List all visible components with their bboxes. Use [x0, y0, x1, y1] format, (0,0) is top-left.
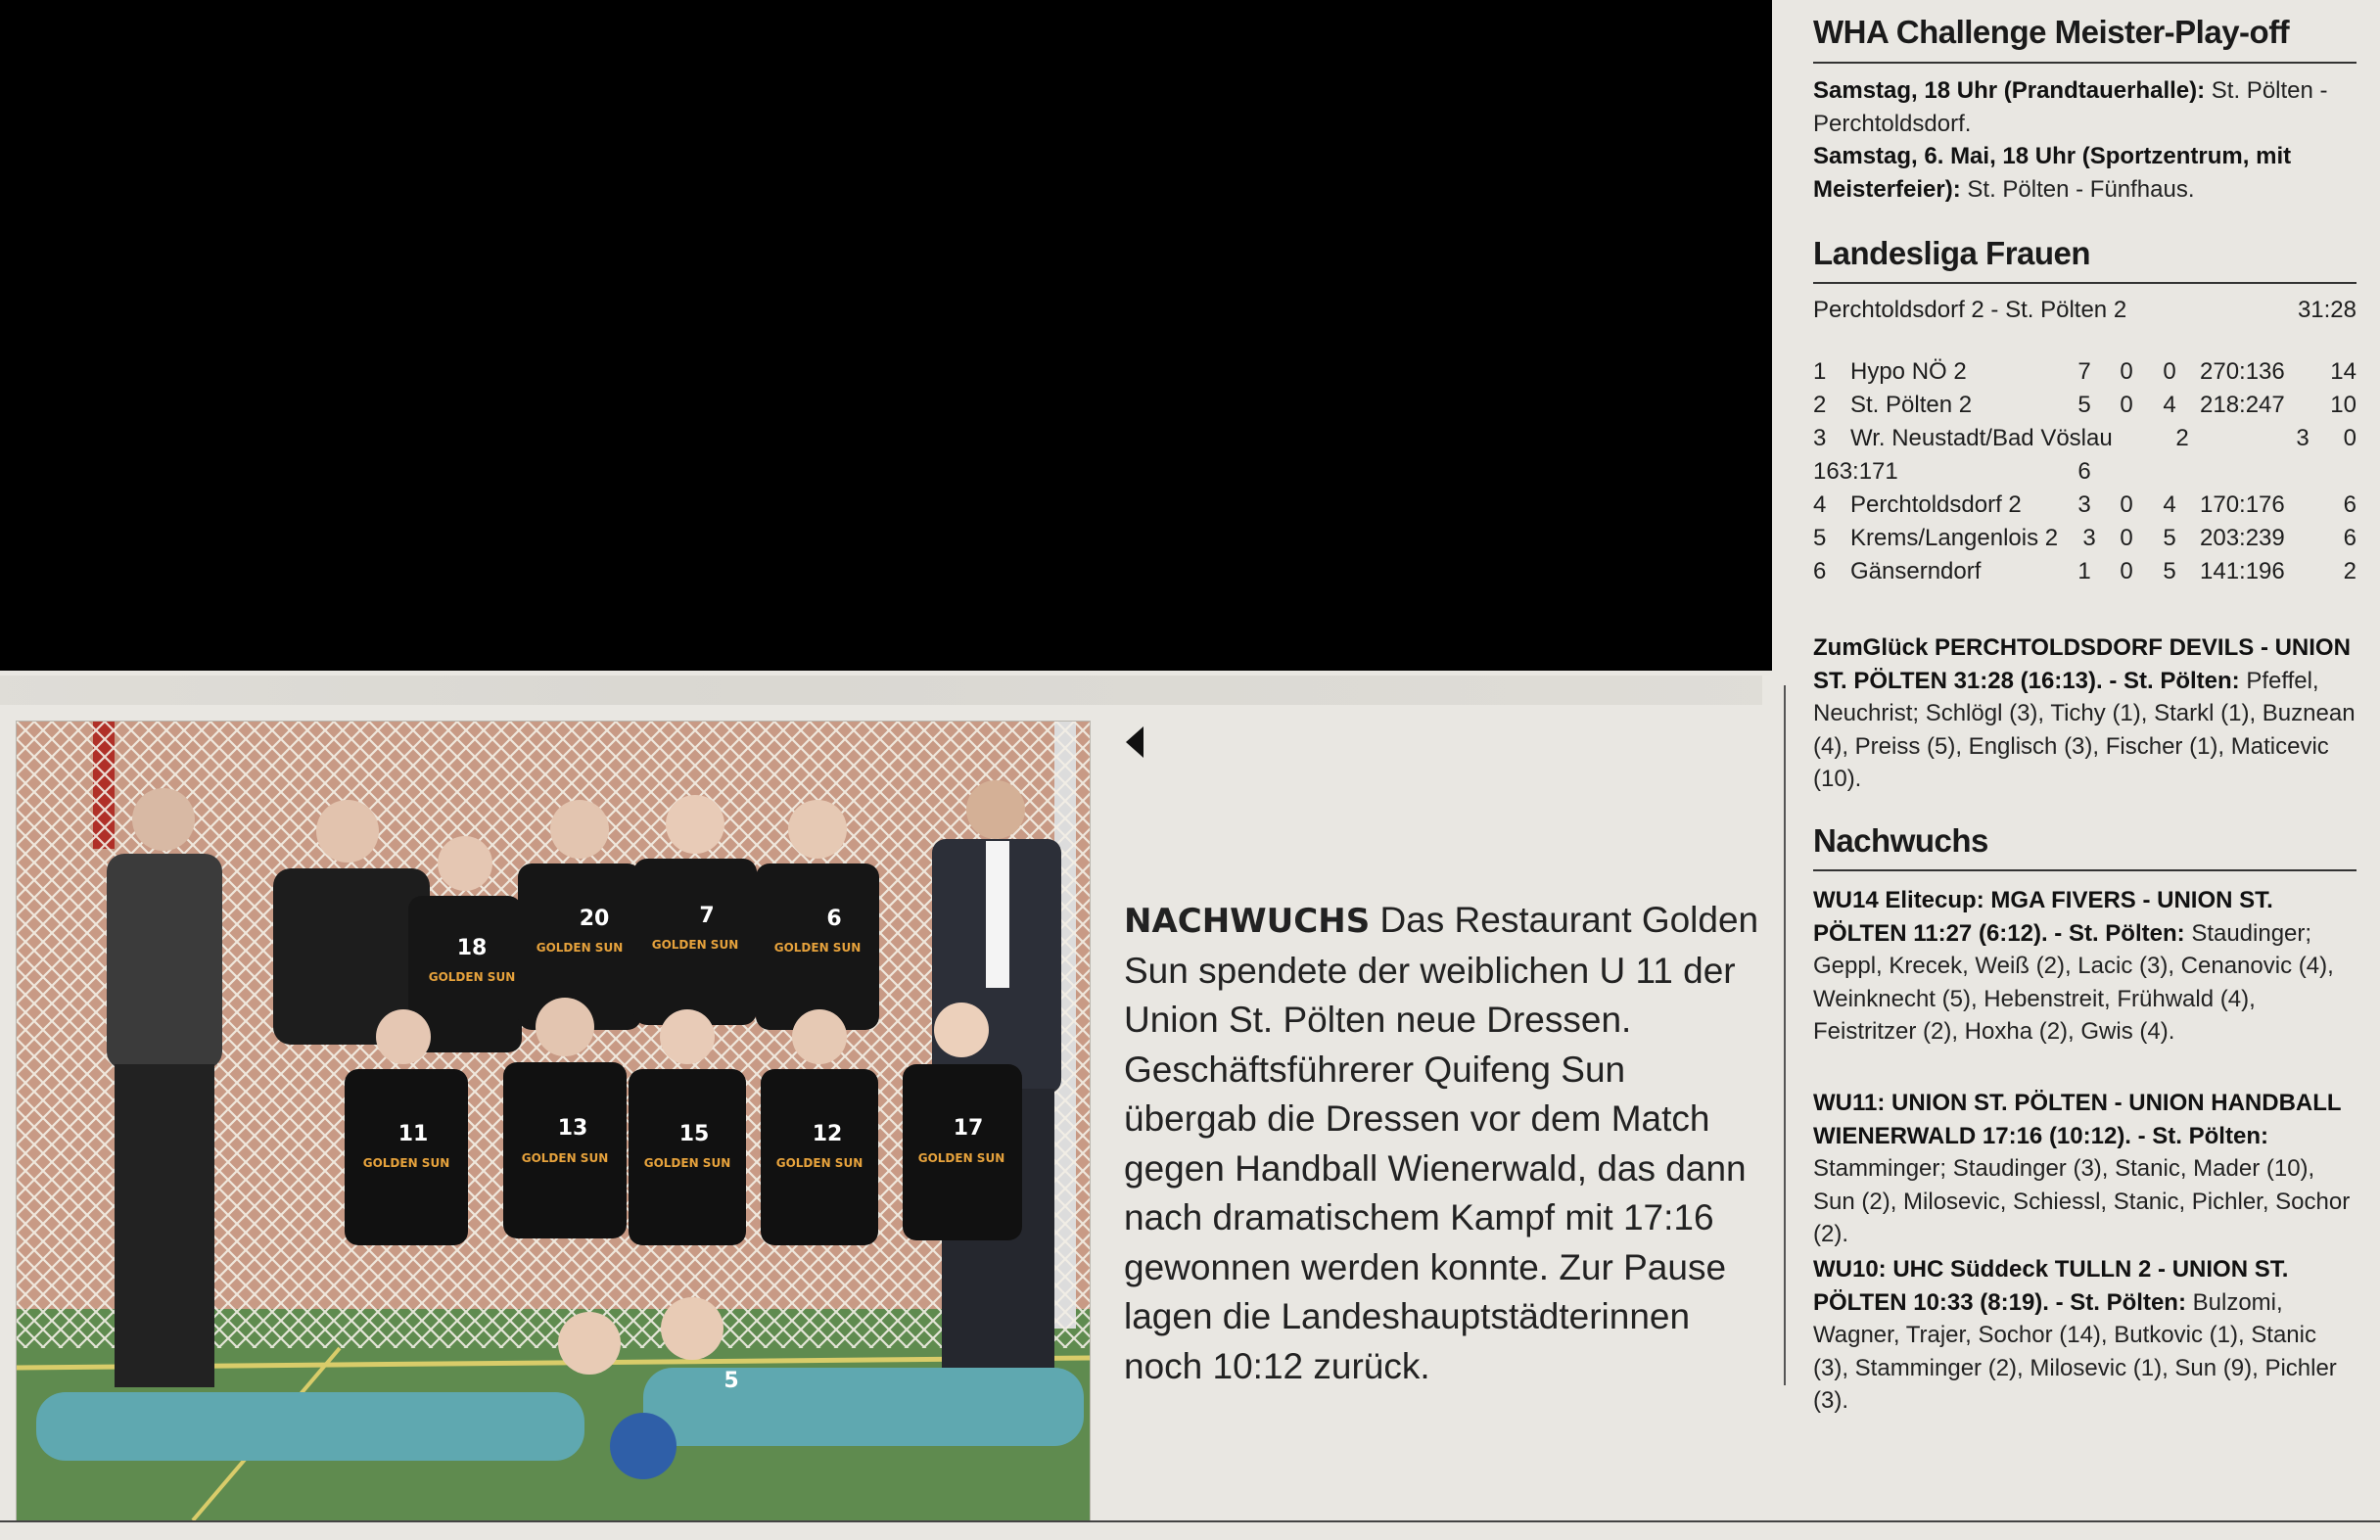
report-head: WU10: UHC Süddeck TULLN 2 - UNION ST. PÖLTEN 10:33 (8:19). - St. Pölten:	[1813, 1256, 2289, 1316]
points: 6	[2077, 458, 2091, 485]
jersey-number: 7	[699, 904, 715, 928]
jersey-number: 5	[723, 1369, 739, 1393]
shirt-print: GOLDEN SUN	[917, 1151, 1005, 1165]
nachwuchs-report-1	[1813, 884, 2357, 1049]
column-divider	[1784, 685, 1786, 1385]
goals: 141:196	[2200, 558, 2285, 584]
draws: 0	[2120, 525, 2133, 551]
team: Krems/Langenlois 2	[1850, 525, 2059, 551]
goals: 218:247	[2200, 392, 2285, 418]
caption-text: Das Restaurant Golden Sun spendete der weiblichen U 11 der Union St. Pölten neue Dressen. Geschäftsführerer Quifeng Sun übergab die Dressen vor dem Match gegen Handball Wienerwald, das dann nach dramatischem Kampf mit 17:16 gewonnen werden konnte. Zur Pause lagen die Landeshauptstädterinnen noch 10:12 zurück.	[1124, 900, 1759, 1386]
wha-game1-match: St. Pölten - Perchtoldsdorf.	[1813, 77, 2328, 137]
team: Gänserndorf	[1850, 558, 1982, 584]
goals: 270:136	[2200, 358, 2285, 385]
team: Hypo NÖ 2	[1850, 358, 1967, 385]
shirt-print: GOLDEN SUN	[643, 1156, 731, 1170]
losses: 3	[2296, 425, 2310, 451]
losses: 5	[2163, 525, 2176, 551]
nachwuchs-report-2	[1813, 1087, 2357, 1251]
shirt-print: GOLDEN SUN	[775, 1156, 863, 1170]
report-body: Staudinger; Geppl, Krecek, Weiß (2), Lacic (3), Cenanovic (4), Weinknecht (5), Hebenstreit, Frühwald (4), Feistritzer (2), Hoxha (2), Gwis (4).	[1813, 919, 2334, 1045]
standings-table	[1813, 358, 2357, 591]
redacted-area	[0, 0, 1772, 671]
shirt-print: GOLDEN SUN	[521, 1151, 609, 1165]
rank: 2	[1813, 392, 1827, 418]
report-head: ZumGlück PERCHTOLDSDORF DEVILS - UNION ST. PÖLTEN 31:28 (16:13). - St. Pölten:	[1813, 634, 2351, 694]
wha-game1-when: Samstag, 18 Uhr (Prandtauerhalle):	[1813, 77, 2206, 104]
rank: 1	[1813, 358, 1827, 385]
points: 0	[2343, 425, 2357, 451]
table-row	[1813, 392, 2357, 425]
jersey-number: 18	[456, 936, 488, 960]
team: St. Pölten 2	[1850, 392, 1973, 418]
team-photo-illustration	[17, 722, 1090, 1520]
points: 10	[2330, 392, 2357, 418]
points: 2	[2343, 558, 2357, 584]
jersey-number: 11	[397, 1122, 429, 1146]
report-head: WU11: UNION ST. PÖLTEN - UNION HANDBALL WIENERWALD 17:16 (10:12). - St. Pölten:	[1813, 1090, 2342, 1149]
table-row	[1813, 425, 2357, 458]
report-body: Bulzomi, Wagner, Trajer, Sochor (14), Butkovic (1), Stanic (3), Stamminger (2), Milosevic (1), Sun (9), Pichler (3).	[1813, 1288, 2337, 1414]
table-row	[1813, 358, 2357, 392]
shirt-print: GOLDEN SUN	[536, 941, 624, 955]
wins: 7	[2077, 358, 2091, 385]
wha-title: WHA Challenge Meister-Play-off	[1813, 14, 2290, 50]
losses: 4	[2163, 491, 2176, 518]
result-match: Perchtoldsdorf 2 - St. Pölten 2	[1813, 297, 2127, 323]
wins: 3	[2082, 525, 2096, 551]
wha-game2-when: Samstag, 6. Mai, 18 Uhr (Sportzentrum, mit Meisterfeier):	[1813, 143, 2292, 203]
jersey-number: 12	[812, 1122, 843, 1146]
handball	[610, 1413, 677, 1479]
nachwuchs-report-3	[1813, 1253, 2357, 1418]
points: 14	[2330, 358, 2357, 385]
wha-game2-match: St. Pölten - Fünfhaus.	[1967, 175, 2195, 203]
draws: 0	[2120, 358, 2133, 385]
table-row	[1813, 491, 2357, 525]
losses: 0	[2163, 358, 2176, 385]
landesliga-result	[1813, 297, 2357, 324]
shirt-print: GOLDEN SUN	[773, 941, 862, 955]
report-head: WU14 Elitecup: MGA FIVERS - UNION ST. PÖLTEN 11:27 (6:12). - St. Pölten:	[1813, 887, 2273, 947]
rank: 5	[1813, 525, 1827, 551]
report-body: Pfeffel, Neuchrist; Schlögl (3), Tichy (1), Starkl (1), Buznean (4), Preiss (5), Englisch (3), Fischer (1), Maticevic (10).	[1813, 667, 2356, 792]
wins: 2	[2175, 425, 2189, 451]
result-score: 31:28	[2297, 297, 2357, 323]
draws: 0	[2120, 558, 2133, 584]
section-rule	[1813, 282, 2357, 284]
pointer-arrow-icon	[1126, 726, 1143, 758]
coach-left	[107, 788, 222, 1387]
photo-caption	[1124, 896, 1760, 1391]
jersey-number: 20	[579, 907, 610, 931]
jersey-number: 6	[826, 907, 842, 931]
team: Wr. Neustadt/Bad Vöslau	[1850, 425, 2113, 451]
caption-kicker: NACHWUCHS	[1124, 902, 1371, 941]
table-row	[1813, 458, 2357, 491]
wins: 3	[2077, 491, 2091, 518]
nachwuchs-title: Nachwuchs	[1813, 822, 1988, 859]
shirt-print: GOLDEN SUN	[651, 938, 739, 952]
table-row	[1813, 525, 2357, 558]
losses: 4	[2163, 392, 2176, 418]
team: Perchtoldsdorf 2	[1850, 491, 2022, 518]
wins: 5	[2077, 392, 2091, 418]
faded-text-strip	[0, 676, 1762, 705]
rank: 3	[1813, 425, 1827, 451]
landesliga-report	[1813, 631, 2357, 796]
team: 163:171	[1813, 458, 1898, 485]
team-photo	[16, 721, 1091, 1521]
points: 6	[2343, 525, 2357, 551]
landesliga-title: Landesliga Frauen	[1813, 235, 2091, 271]
bottom-rule	[0, 1520, 2380, 1522]
wha-schedule	[1813, 74, 2357, 206]
goals: 170:176	[2200, 491, 2285, 518]
draws: 0	[2120, 392, 2133, 418]
rank: 4	[1813, 491, 1827, 518]
draws: 0	[2120, 491, 2133, 518]
section-rule	[1813, 62, 2357, 64]
jersey-number: 13	[557, 1116, 588, 1141]
rank: 6	[1813, 558, 1827, 584]
table-row	[1813, 558, 2357, 591]
jersey-number: 15	[678, 1122, 710, 1146]
report-body: Stamminger; Staudinger (3), Stanic, Mader (10), Sun (2), Milosevic, Schiessl, Stanic, Pichler, Sochor (2).	[1813, 1155, 2351, 1247]
points: 6	[2343, 491, 2357, 518]
wins: 1	[2077, 558, 2091, 584]
shirt-print: GOLDEN SUN	[362, 1156, 450, 1170]
losses: 5	[2163, 558, 2176, 584]
section-rule	[1813, 869, 2357, 871]
jersey-number: 17	[953, 1116, 984, 1141]
shirt-print: GOLDEN SUN	[428, 970, 516, 984]
goals: 203:239	[2200, 525, 2285, 551]
